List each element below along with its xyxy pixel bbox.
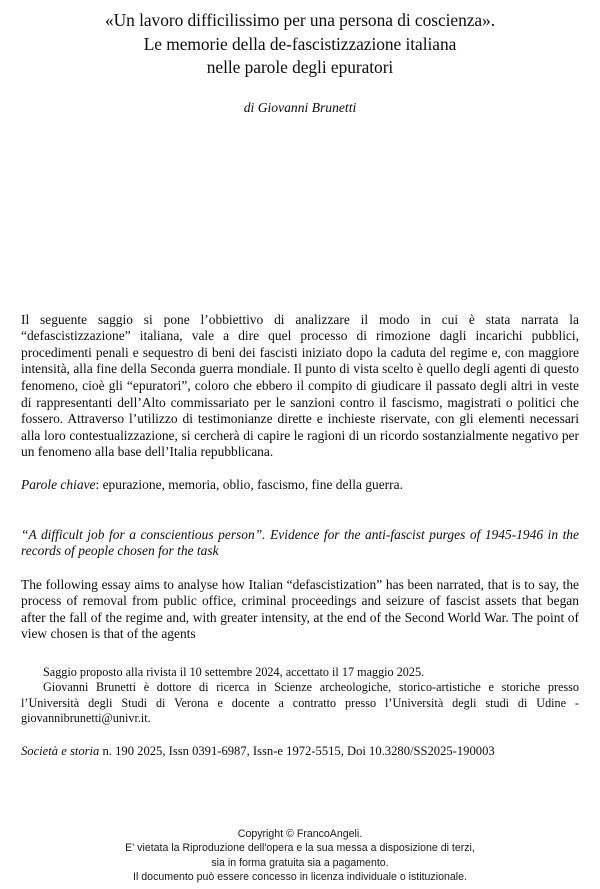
journal-citation: [21, 744, 579, 759]
submission-note: Saggio proposto alla rivista il 10 settembre 2024, accettato il 17 maggio 2025.: [43, 665, 425, 680]
keywords-value: epurazione, memoria, oblio, fascismo, fine della guerra.: [102, 477, 403, 493]
copyright-line-4: Il documento può essere concesso in licenza individuale o istituzionale.: [133, 871, 467, 884]
copyright-line-3: sia in forma gratuita sia a pagamento.: [211, 856, 389, 869]
author-bio-note: Giovanni Brunetti è dottore di ricerca in Scienze archeologiche, storico-artistiche e storiche presso l’Università degli Studi di Verona e docente a contratto presso l’Università degli studi di Udine - giovannibrunetti@univr.it.: [21, 680, 579, 726]
article-title-line-1: «Un lavoro difficilissimo per una persona di coscienza».: [105, 10, 495, 30]
article-title-line-3: nelle parole degli epuratori: [206, 57, 394, 78]
author-byline: di Giovanni Brunetti: [243, 99, 357, 115]
keywords-line: [21, 477, 579, 494]
keywords-label: Parole chiave: [21, 477, 96, 493]
article-title-line-2: Le memorie della de-fascistizzazione italiana: [143, 33, 457, 54]
title-abstract-spacer: [21, 116, 579, 312]
footnote-block: [21, 665, 579, 727]
english-abstract: The following essay aims to analyse how Italian “defascistization” has been narrated, that is to say, the process of removal from public office, criminal proceedings and seizure of fascist assets that began after the fall of the regime and, with greater intensity, at the end of the Second World War. The point of view chosen is that of the agents: [21, 576, 579, 642]
keywords-separator: :: [95, 477, 103, 493]
copyright-footer: [0, 827, 600, 885]
english-title: “A difficult job for a conscientious person”. Evidence for the anti-fascist purges of 1945-1946 in the records of people chosen for the task: [21, 526, 579, 559]
title-block: [21, 0, 579, 80]
italian-abstract: Il seguente saggio si pone l’obbiettivo di analizzare il modo in cui è stata narrata la “defascistizzazione” italiana, vale a dire quel processo di rimozione dagli incarichi pubblici, procedimenti penali e sequestro di beni dei fascisti iniziato dopo la caduta del regime e, con maggiore intensità, alla fine della Seconda guerra mondiale. Il punto di vista scelto è quello degli agenti di questo fenomeno, cioè gli “epuratori”, coloro che ebbero il compito di giudicare il passato degli altri in veste di rappresentanti dell’Alto commissariato per le sanzioni contro il fascismo, magistrati o politici che fossero. Attraverso l’utilizzo di testimonianze dirette e inchieste riservate, con gli elementi necessari alla loro contestualizzazione, si cercherà di capire le ragioni di un ricordo sostanzialmente negativo per un fenomeno alla base dell’Italia repubblicana.: [21, 311, 579, 460]
journal-issue-details: n. 190 2025, Issn 0391-6987, Issn-e 1972-5515, Doi 10.3280/SS2025-190003: [99, 743, 495, 758]
copyright-line-2: E' vietata la Riproduzione dell'opera e la sua messa a disposizione di terzi,: [125, 842, 475, 855]
copyright-line-1: Copyright © FrancoAngeli.: [237, 827, 363, 840]
journal-name: Società e storia: [21, 743, 100, 758]
